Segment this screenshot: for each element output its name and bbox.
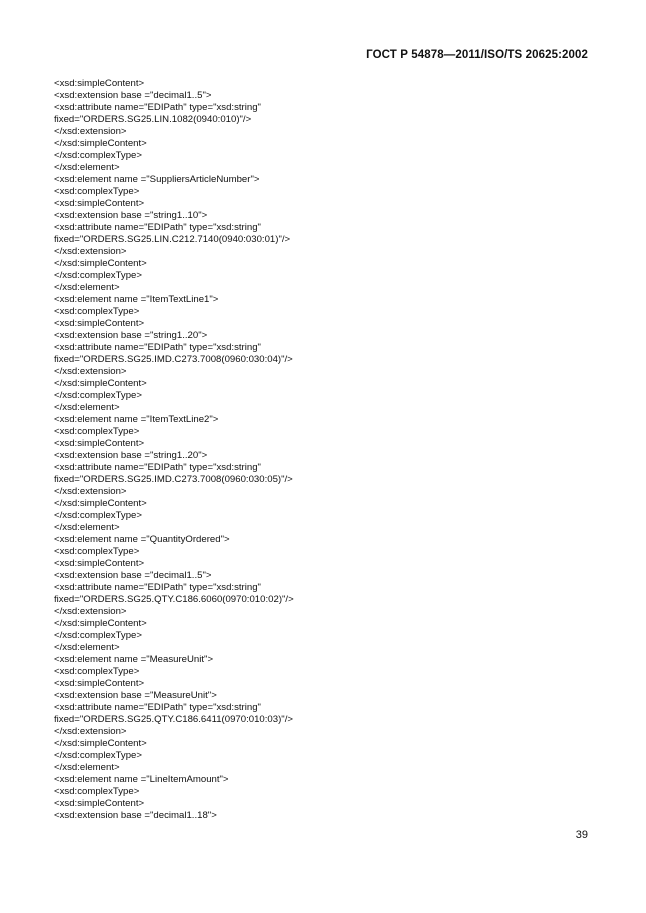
code-line: fixed="ORDERS.SG25.QTY.C186.6411(0970:010:03)"/>: [54, 714, 293, 725]
xsd-code-listing: [54, 78, 594, 822]
code-line: <xsd:element name ="QuantityOrdered">: [54, 534, 230, 545]
code-line: <xsd:extension base ="string1..10">: [54, 210, 208, 221]
code-line: <xsd:element name ="MeasureUnit">: [54, 654, 214, 665]
code-line: <xsd:extension base ="decimal1..5">: [54, 90, 212, 101]
code-line: </xsd:element>: [54, 522, 120, 533]
code-line: <xsd:complexType>: [54, 426, 140, 437]
code-line: </xsd:element>: [54, 162, 120, 173]
code-line: <xsd:attribute name="EDIPath" type="xsd:string": [54, 102, 261, 113]
code-line: <xsd:element name ="LineItemAmount">: [54, 774, 229, 785]
code-line: <xsd:simpleContent>: [54, 198, 145, 209]
code-line: <xsd:element name ="SuppliersArticleNumber">: [54, 174, 260, 185]
code-line: <xsd:attribute name="EDIPath" type="xsd:string": [54, 342, 261, 353]
code-line: <xsd:complexType>: [54, 306, 140, 317]
code-line: <xsd:simpleContent>: [54, 438, 145, 449]
code-line: <xsd:simpleContent>: [54, 678, 145, 689]
code-line: </xsd:extension>: [54, 486, 127, 497]
code-line: <xsd:extension base ="string1..20">: [54, 450, 208, 461]
code-line: fixed="ORDERS.SG25.IMD.C273.7008(0960:030:04)"/>: [54, 354, 293, 365]
code-line: <xsd:complexType>: [54, 786, 140, 797]
code-line: <xsd:simpleContent>: [54, 558, 145, 569]
code-line: </xsd:complexType>: [54, 510, 142, 521]
code-line: <xsd:simpleContent>: [54, 798, 145, 809]
code-line: </xsd:simpleContent>: [54, 738, 147, 749]
code-line: <xsd:attribute name="EDIPath" type="xsd:string": [54, 582, 261, 593]
code-line: </xsd:simpleContent>: [54, 138, 147, 149]
code-line: </xsd:extension>: [54, 246, 127, 257]
code-line: <xsd:element name ="ItemTextLine1">: [54, 294, 219, 305]
code-line: <xsd:extension base ="decimal1..18">: [54, 810, 217, 821]
code-line: <xsd:simpleContent>: [54, 318, 145, 329]
code-line: </xsd:complexType>: [54, 150, 142, 161]
code-line: fixed="ORDERS.SG25.LIN.1082(0940:010)"/>: [54, 114, 252, 125]
code-line: <xsd:attribute name="EDIPath" type="xsd:string": [54, 702, 261, 713]
code-line: </xsd:element>: [54, 642, 120, 653]
code-line: fixed="ORDERS.SG25.QTY.C186.6060(0970:010:02)"/>: [54, 594, 294, 605]
page-header-standard-id: ГОСТ Р 54878—2011/ISO/TS 20625:2002: [366, 49, 588, 61]
code-line: <xsd:attribute name="EDIPath" type="xsd:string": [54, 222, 261, 233]
code-line: <xsd:extension base ="MeasureUnit">: [54, 690, 217, 701]
code-line: </xsd:extension>: [54, 606, 127, 617]
code-line: <xsd:attribute name="EDIPath" type="xsd:string": [54, 462, 261, 473]
code-line: <xsd:complexType>: [54, 186, 140, 197]
code-line: </xsd:element>: [54, 762, 120, 773]
code-line: <xsd:complexType>: [54, 666, 140, 677]
page-number: 39: [575, 829, 588, 841]
code-line: fixed="ORDERS.SG25.IMD.C273.7008(0960:030:05)"/>: [54, 474, 293, 485]
code-line: </xsd:simpleContent>: [54, 618, 147, 629]
code-line: </xsd:element>: [54, 282, 120, 293]
code-line: </xsd:extension>: [54, 726, 127, 737]
code-line: fixed="ORDERS.SG25.LIN.C212.7140(0940:030:01)"/>: [54, 234, 291, 245]
code-line: </xsd:complexType>: [54, 390, 142, 401]
code-line: </xsd:extension>: [54, 366, 127, 377]
code-line: <xsd:extension base ="string1..20">: [54, 330, 208, 341]
code-line: </xsd:extension>: [54, 126, 127, 137]
code-line: <xsd:element name ="ItemTextLine2">: [54, 414, 219, 425]
code-line: </xsd:simpleContent>: [54, 378, 147, 389]
code-line: </xsd:simpleContent>: [54, 258, 147, 269]
code-line: <xsd:extension base ="decimal1..5">: [54, 570, 212, 581]
code-line: </xsd:element>: [54, 402, 120, 413]
code-line: </xsd:simpleContent>: [54, 498, 147, 509]
code-line: </xsd:complexType>: [54, 750, 142, 761]
code-line: </xsd:complexType>: [54, 630, 142, 641]
code-line: <xsd:simpleContent>: [54, 78, 145, 89]
code-line: <xsd:complexType>: [54, 546, 140, 557]
code-line: </xsd:complexType>: [54, 270, 142, 281]
